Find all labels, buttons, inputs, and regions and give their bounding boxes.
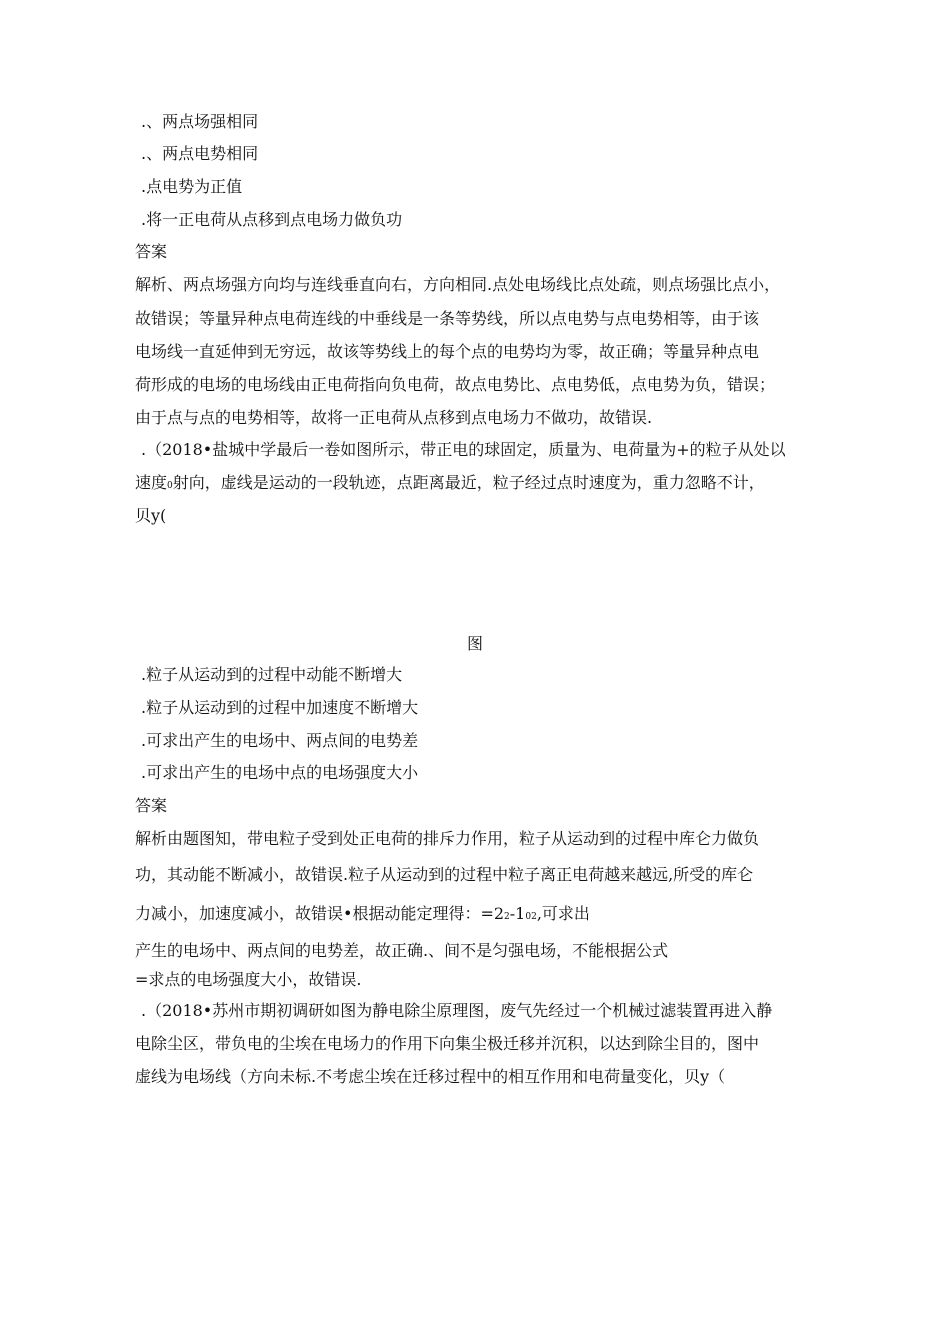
q2-explanation-line: =求点的电场强度大小，故错误. xyxy=(135,970,362,989)
q2-explanation-text: -1 xyxy=(509,904,526,923)
q1-option-a: .、两点场强相同 xyxy=(141,112,259,131)
q2-explanation-subscript: 2 xyxy=(504,912,510,922)
q1-answer-label: 答案 xyxy=(135,242,168,261)
q2-explanation-line: 功，其动能不断减小，故错误.粒子从运动到的过程中粒子离正电荷越来越远,所受的库仑 xyxy=(135,865,754,884)
q2-answer-label: 答案 xyxy=(135,796,168,815)
q2-option-c: .可求出产生的电场中、两点间的电势差 xyxy=(141,731,419,750)
q2-explanation-line xyxy=(135,903,590,928)
q1-explanation-line: 解析、两点场强方向均与连线垂直向右，方向相同.点处电场线比点处疏，则点场强比点小， xyxy=(135,275,781,294)
q1-option-d: .将一正电荷从点移到点电场力做负功 xyxy=(141,210,403,229)
q2-option-a: .粒子从运动到的过程中动能不断增大 xyxy=(141,665,403,684)
q2-explanation-text: 力减小，加速度减小，故错误•根据动能定理得：=2 xyxy=(135,904,505,923)
q2-stem-line: .（2018•盐城中学最后一卷如图所示，带正电的球固定，质量为、电荷量为+的粒子从处以 xyxy=(141,440,786,459)
q2-figure-label: 图 xyxy=(466,634,483,653)
q2-explanation-text: ,可求出 xyxy=(536,904,590,923)
q1-explanation-line: 电场线一直延伸到无穷远，故该等势线上的每个点的电势均为零，故正确；等量异种点电 xyxy=(135,342,760,361)
q2-stem-subscript: 0 xyxy=(167,481,173,491)
q3-stem-line: 电除尘区，带负电的尘埃在电场力的作用下向集尘极迁移并沉积，以达到除尘目的，图中 xyxy=(135,1034,760,1053)
q1-explanation-line: 故错误；等量异种点电荷连线的中垂线是一条等势线，所以点电势与点电势相等，由于该 xyxy=(135,309,760,328)
q2-stem-text: 速度 xyxy=(135,473,168,492)
q2-stem-text: 射向，虚线是运动的一段轨迹，点距离最近，粒子经过点时速度为，重力忽略不计， xyxy=(172,473,765,492)
q1-explanation-line: 荷形成的电场的电场线由正电荷指向负电荷，故点电势比、点电势低，点电势为负，错误； xyxy=(135,375,776,394)
q2-explanation-line: 解析由题图知，带电粒子受到处正电荷的排斥力作用，粒子从运动到的过程中库仑力做负 xyxy=(135,829,760,848)
q3-stem-line: .（2018•苏州市期初调研如图为静电除尘原理图，废气先经过一个机械过滤装置再进入静 xyxy=(141,1001,773,1020)
q2-stem-line: 贝y( xyxy=(135,506,167,525)
q2-explanation-line: 产生的电场中、两点间的电势差，故正确.、间不是匀强电场，不能根据公式 xyxy=(135,941,669,960)
q1-explanation-line: 由于点与点的电势相等，故将一正电荷从点移到点电场力不做功，故错误. xyxy=(135,408,653,427)
q1-option-b: .、两点电势相同 xyxy=(141,144,259,163)
q2-option-b: .粒子从运动到的过程中加速度不断增大 xyxy=(141,698,419,717)
q3-stem-line: 虚线为电场线（方向未标.不考虑尘埃在迁移过程中的相互作用和电荷量变化，贝y（ xyxy=(135,1067,726,1086)
q2-explanation-subscript: 02 xyxy=(525,912,537,922)
q2-stem-line xyxy=(135,472,765,497)
q1-option-c: .点电势为正值 xyxy=(141,177,243,196)
q2-option-d: .可求出产生的电场中点的电场强度大小 xyxy=(141,763,419,782)
